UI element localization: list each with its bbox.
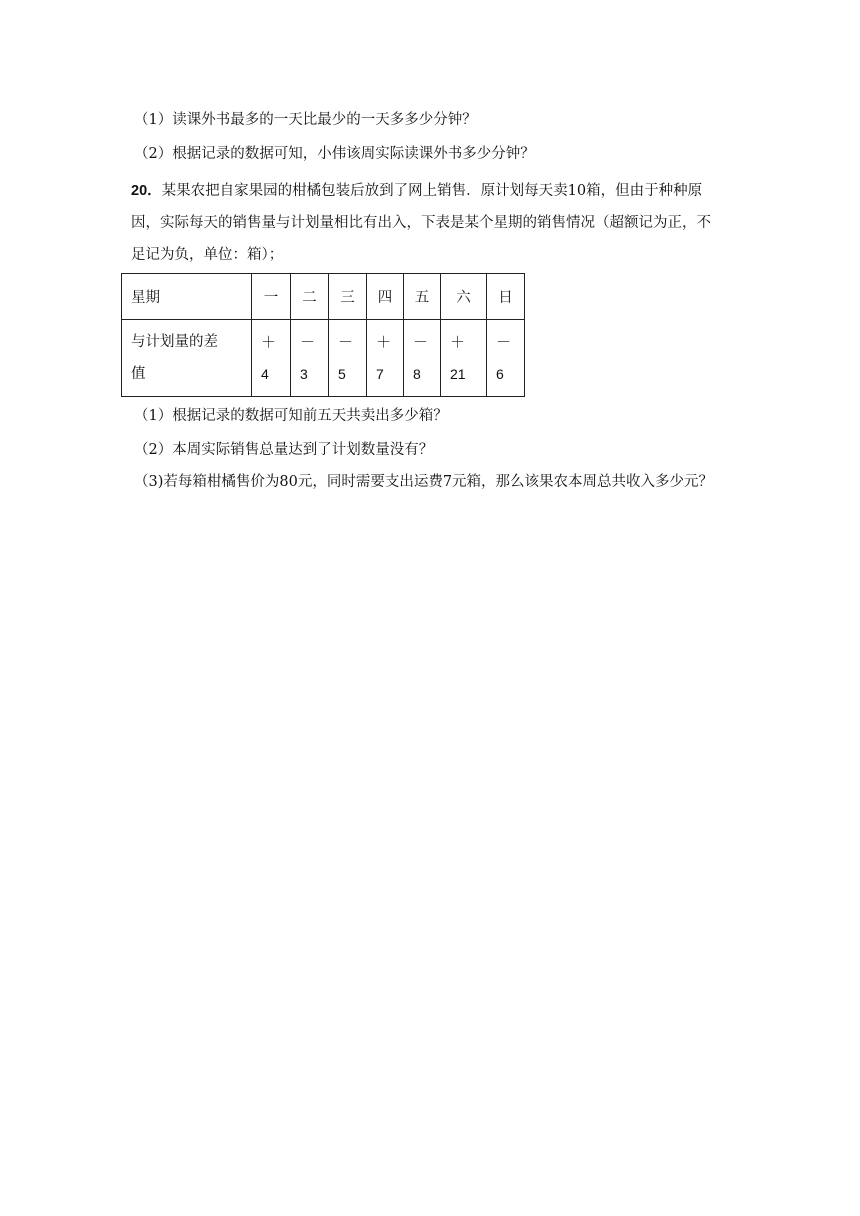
sign-symbol: － xyxy=(413,332,429,351)
difference-cell xyxy=(367,320,404,397)
weekday-header: 星期 xyxy=(122,274,252,320)
question-20-line-1 xyxy=(131,181,702,201)
sub-question-3: （3)若每箱柑橘售价为80元，同时需要支出运费7元箱，那么该果农本周总共收入多少元？ xyxy=(134,474,714,490)
sign-symbol: ＋ xyxy=(376,332,392,351)
question-number: 20． xyxy=(131,183,162,199)
difference-cell xyxy=(404,320,441,397)
question-20-line-2: 因，实际每天的销售量与计划量相比有出入，下表是某个星期的销售情况（超额记为正，不 xyxy=(131,215,711,231)
sign-symbol: － xyxy=(338,332,354,351)
difference-value: 7 xyxy=(376,365,384,382)
prev-question-2: （2）根据记录的数据可知，小伟该周实际读课外书多少分钟？ xyxy=(134,146,535,162)
question-20-text-1: 某果农把自家果园的柑橘包装后放到了网上销售．原计划每天卖10箱，但由于种种原 xyxy=(161,183,703,199)
difference-cell xyxy=(487,320,525,397)
sign-symbol: － xyxy=(496,332,512,351)
weekday-cell: 一 xyxy=(252,274,291,320)
prev-question-1: （1）读课外书最多的一天比最少的一天多多少分钟？ xyxy=(134,112,477,128)
weekday-cell: 二 xyxy=(291,274,329,320)
weekday-cell: 四 xyxy=(367,274,404,320)
sign-symbol: ＋ xyxy=(261,332,277,351)
difference-value: 21 xyxy=(450,365,466,382)
difference-header-line-1: 与计划量的差 xyxy=(131,333,218,350)
difference-cell xyxy=(329,320,367,397)
difference-header xyxy=(122,320,252,397)
sales-table xyxy=(121,273,525,397)
question-20-line-3: 足记为负，单位：箱）； xyxy=(131,247,284,263)
sign-symbol: － xyxy=(300,332,316,351)
difference-header-line-2: 值 xyxy=(131,365,146,382)
difference-cell xyxy=(252,320,291,397)
difference-value: 6 xyxy=(496,365,504,382)
difference-cell xyxy=(441,320,487,397)
weekday-cell: 三 xyxy=(329,274,367,320)
sub-question-1: （1）根据记录的数据可知前五天共卖出多少箱？ xyxy=(134,408,448,424)
weekday-cell: 日 xyxy=(487,274,525,320)
difference-value: 8 xyxy=(413,365,421,382)
weekday-row xyxy=(122,274,525,320)
weekday-cell: 五 xyxy=(404,274,441,320)
difference-value: 3 xyxy=(300,365,308,382)
difference-value: 4 xyxy=(261,365,269,382)
weekday-cell: 六 xyxy=(441,274,487,320)
sign-symbol: ＋ xyxy=(450,332,466,351)
sub-question-2: （2）本周实际销售总量达到了计划数量没有？ xyxy=(134,442,434,458)
difference-value: 5 xyxy=(338,365,346,382)
difference-cell xyxy=(291,320,329,397)
difference-row xyxy=(122,320,525,397)
